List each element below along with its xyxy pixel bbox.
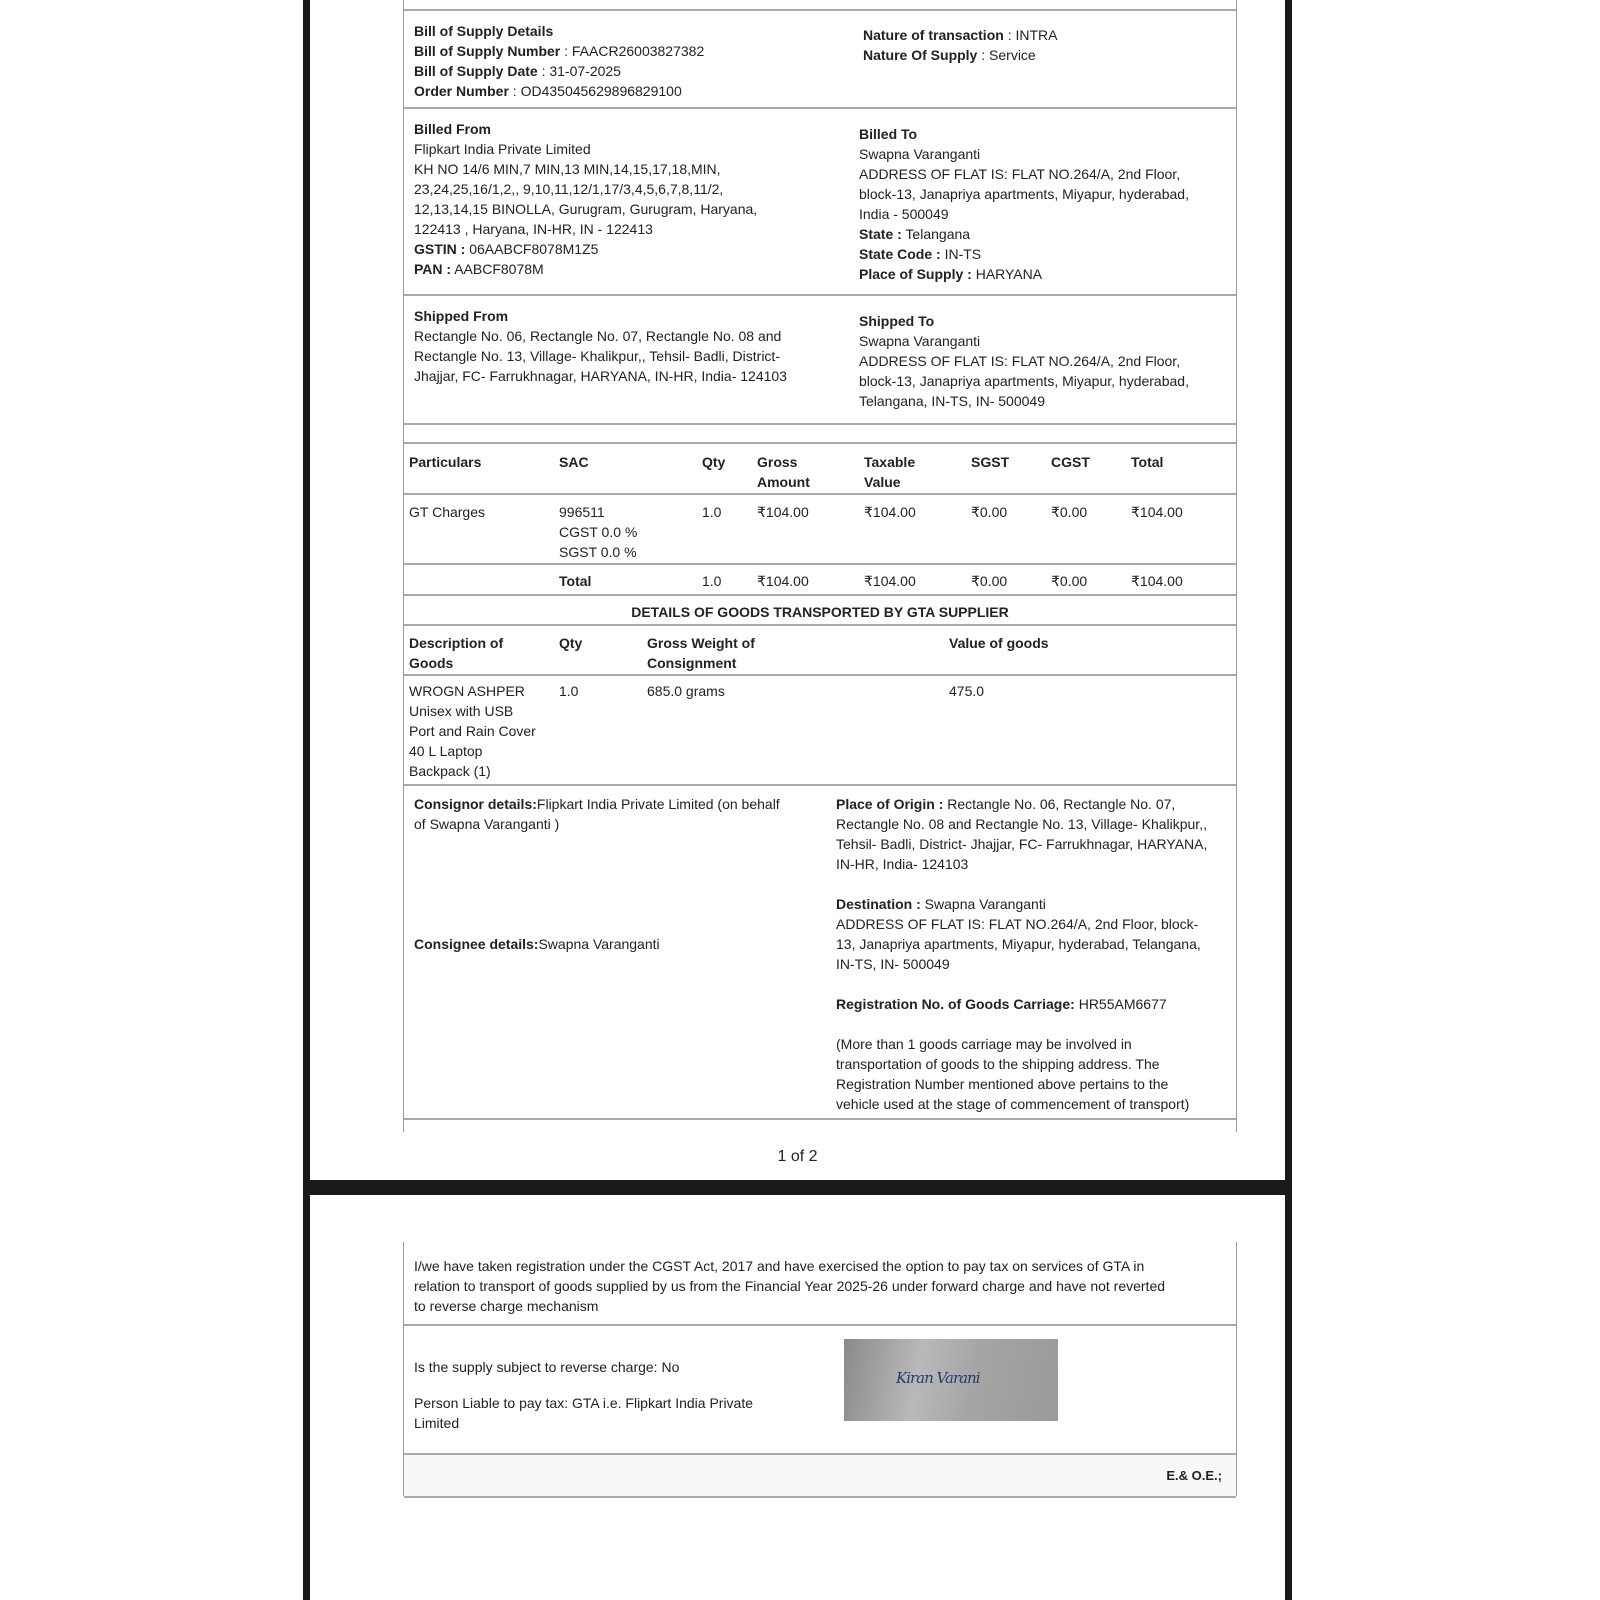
divider: [404, 1324, 1236, 1326]
bill-number-value: : FAACR26003827382: [560, 43, 705, 59]
destination-value: ADDRESS OF FLAT IS: FLAT NO.264/A, 2nd Floor, block-: [836, 916, 1199, 932]
registration-label: Registration No. of Goods Carriage:: [836, 996, 1075, 1012]
transport-note: vehicle used at the stage of commencement of transport): [836, 1096, 1190, 1112]
cell-sgst-rate: SGST 0.0 %: [559, 544, 637, 560]
origin-value: Tehsil- Badli, District- Jhajjar, FC- Farrukhnagar, HARYANA,: [836, 836, 1208, 852]
header-gross: Gross: [757, 454, 798, 470]
nature-supply-value: : Service: [977, 47, 1036, 63]
shipped-from: [414, 306, 787, 386]
shipped-to: [859, 311, 1189, 411]
shipped-from-heading: Shipped From: [414, 308, 509, 324]
goods-weight: 685.0 grams: [647, 683, 725, 699]
origin-value: IN-HR, India- 124103: [836, 856, 969, 872]
transport-note: (More than 1 goods carriage may be involved in: [836, 1036, 1132, 1052]
header-amount: Amount: [757, 474, 810, 490]
transport-note: transportation of goods to the shipping address. The: [836, 1056, 1160, 1072]
divider: [404, 423, 1236, 425]
declaration-text: I/we have taken registration under the CGST Act, 2017 and have exercised the option to pay tax on services of GTA in: [414, 1258, 1145, 1274]
total-qty: 1.0: [702, 573, 722, 589]
page-2: [310, 1195, 1285, 1600]
state-code-label: State Code :: [859, 246, 941, 262]
header-particulars: Particulars: [409, 454, 482, 470]
header-taxable: Taxable: [864, 454, 916, 470]
goods-value: 475.0: [949, 683, 985, 699]
divider: [404, 107, 1236, 109]
divider: [404, 563, 1236, 565]
consignor-value: Flipkart India Private Limited (on behalf: [536, 796, 780, 812]
declaration-text: to reverse charge mechanism: [414, 1298, 599, 1314]
order-number-value: : OD435045629896829100: [508, 83, 682, 99]
consignee-label: Consignee details:: [414, 936, 539, 952]
header-cgst: CGST: [1051, 454, 1090, 470]
divider: [404, 294, 1236, 296]
gstin-label: GSTIN :: [414, 241, 466, 257]
eoe-text: E.& O.E.;: [1166, 1468, 1222, 1483]
total-label: Total: [559, 573, 592, 589]
consignor-value: of Swapna Varanganti ): [414, 816, 560, 832]
header-description: Description of: [409, 635, 504, 651]
origin-destination: [836, 794, 1207, 1114]
destination-label: Destination :: [836, 896, 921, 912]
invoice-box: [403, 0, 1237, 1132]
total-gross: ₹104.00: [757, 573, 809, 589]
viewer-border-right: [1285, 0, 1292, 1600]
signature-image: [844, 1339, 1058, 1421]
page-1: [310, 0, 1285, 1180]
bill-date-label: Bill of Supply Date: [414, 63, 538, 79]
goods-description: Port and Rain Cover: [409, 723, 536, 739]
origin-value: Rectangle No. 06, Rectangle No. 07,: [943, 796, 1176, 812]
cell-gross: ₹104.00: [757, 504, 809, 520]
cell-qty: 1.0: [702, 504, 722, 520]
bill-number-label: Bill of Supply Number: [414, 43, 561, 59]
cell-particulars: GT Charges: [409, 504, 485, 520]
header-sac: SAC: [559, 454, 589, 470]
state-code-value: IN-TS: [940, 246, 982, 262]
gstin-value: 06AABCF8078M1Z5: [465, 241, 599, 257]
total-sgst: ₹0.00: [971, 573, 1008, 589]
header-goods-qty: Qty: [559, 635, 583, 651]
destination-value: IN-TS, IN- 500049: [836, 956, 950, 972]
page-indicator: 1 of 2: [777, 1148, 818, 1165]
bill-date-value: : 31-07-2025: [537, 63, 621, 79]
nature-transaction-value: : INTRA: [1003, 27, 1058, 43]
consignor-label: Consignor details:: [414, 796, 537, 812]
destination-value: 13, Janapriya apartments, Miyapur, hyderabad, Telangana,: [836, 936, 1201, 952]
header-value-of-goods: Value of goods: [949, 635, 1049, 651]
divider: [404, 9, 1236, 11]
place-of-supply-value: HARYANA: [971, 266, 1043, 282]
reverse-charge-text: Is the supply subject to reverse charge: No: [414, 1359, 680, 1375]
billed-from-address: 12,13,14,15 BINOLLA, Gurugram, Gurugram, Haryana,: [414, 201, 758, 217]
shipped-to-address: ADDRESS OF FLAT IS: FLAT NO.264/A, 2nd Floor,: [859, 353, 1181, 369]
transport-note: Registration Number mentioned above pertains to the: [836, 1076, 1169, 1092]
shipped-from-address: Rectangle No. 06, Rectangle No. 07, Rectangle No. 08 and: [414, 328, 782, 344]
shipped-from-address: Rectangle No. 13, Village- Khalikpur,, Tehsil- Badli, District-: [414, 348, 780, 364]
billed-to-address: India - 500049: [859, 206, 949, 222]
header-consignment: Consignment: [647, 655, 737, 671]
billed-from-name: Flipkart India Private Limited: [414, 141, 591, 157]
billed-from-address: KH NO 14/6 MIN,7 MIN,13 MIN,14,15,17,18,MIN,: [414, 161, 721, 177]
total-amount: ₹104.00: [1131, 573, 1183, 589]
state-label: State :: [859, 226, 902, 242]
cell-total: ₹104.00: [1131, 504, 1183, 520]
origin-label: Place of Origin :: [836, 796, 944, 812]
header-goods: Goods: [409, 655, 454, 671]
cell-taxable: ₹104.00: [864, 504, 916, 520]
liable-text: Limited: [414, 1415, 460, 1431]
consignor-details: [414, 794, 814, 834]
goods-description: Backpack (1): [409, 763, 491, 779]
goods-description: WROGN ASHPER: [409, 683, 525, 699]
place-of-supply-label: Place of Supply :: [859, 266, 972, 282]
cell-cgst: ₹0.00: [1051, 504, 1088, 520]
signature-scribble: Kiran Varani: [896, 1369, 980, 1387]
pan-label: PAN :: [414, 261, 452, 277]
registration-value: HR55AM6677: [1074, 996, 1167, 1012]
divider: [404, 442, 1236, 444]
shipped-to-address: block-13, Janapriya apartments, Miyapur, hyderabad,: [859, 373, 1189, 389]
declaration-text: relation to transport of goods supplied by us from the Financial Year 2025-26 under forward charge and have not reverted: [414, 1278, 1166, 1294]
liable-text: Person Liable to pay tax: GTA i.e. Flipkart India Private: [414, 1395, 754, 1411]
total-taxable: ₹104.00: [864, 573, 916, 589]
billed-to: [859, 124, 1189, 284]
shipped-to-name: Swapna Varanganti: [859, 333, 981, 349]
billed-from-heading: Billed From: [414, 121, 492, 137]
billed-from: [414, 119, 757, 279]
cell-sgst: ₹0.00: [971, 504, 1008, 520]
goods-section-title: DETAILS OF GOODS TRANSPORTED BY GTA SUPPLIER: [631, 604, 1009, 620]
state-value: Telangana: [901, 226, 971, 242]
nature-transaction-label: Nature of transaction: [863, 27, 1004, 43]
billed-from-address: 23,24,25,16/1,2,, 9,10,11,12/1,17/3,4,5,6,7,8,11/2,: [414, 181, 724, 197]
shipped-to-heading: Shipped To: [859, 313, 935, 329]
viewer-border-left: [303, 0, 310, 1600]
divider: [404, 784, 1236, 786]
bill-details-heading: Bill of Supply Details: [414, 23, 554, 39]
billed-to-address: ADDRESS OF FLAT IS: FLAT NO.264/A, 2nd Floor,: [859, 166, 1181, 182]
billed-to-name: Swapna Varanganti: [859, 146, 981, 162]
order-number-label: Order Number: [414, 83, 509, 99]
header-gross-amount: [757, 452, 810, 492]
divider: [404, 674, 1236, 676]
goods-description: Unisex with USB: [409, 703, 514, 719]
header-taxable-value: [864, 452, 915, 492]
page-separator: [303, 1180, 1292, 1195]
origin-value: Rectangle No. 08 and Rectangle No. 13, Village- Khalikpur,,: [836, 816, 1207, 832]
divider: [404, 624, 1236, 626]
goods-description: 40 L Laptop: [409, 743, 483, 759]
nature-supply-label: Nature Of Supply: [863, 47, 978, 63]
divider: [404, 493, 1236, 495]
header-qty: Qty: [702, 454, 726, 470]
shipped-to-address: Telangana, IN-TS, IN- 500049: [859, 393, 1045, 409]
header-sgst: SGST: [971, 454, 1010, 470]
shipped-from-address: Jhajjar, FC- Farrukhnagar, HARYANA, IN-HR, India- 124103: [414, 368, 787, 384]
header-total: Total: [1131, 454, 1164, 470]
consignee-value: Swapna Varanganti: [538, 936, 660, 952]
billed-to-address: block-13, Janapriya apartments, Miyapur, hyderabad,: [859, 186, 1189, 202]
invoice-box-page-2: [403, 1242, 1237, 1496]
total-cgst: ₹0.00: [1051, 573, 1088, 589]
billed-to-heading: Billed To: [859, 126, 918, 142]
footer-row: [404, 1455, 1236, 1498]
destination-value: Swapna Varanganti: [920, 896, 1046, 912]
billed-from-address: 122413 , Haryana, IN-HR, IN - 122413: [414, 221, 653, 237]
divider: [404, 594, 1236, 596]
pan-value: AABCF8078M: [451, 261, 544, 277]
cell-cgst-rate: CGST 0.0 %: [559, 524, 638, 540]
cell-sac: 996511: [559, 504, 605, 520]
divider: [404, 1118, 1236, 1120]
consignee-details: [414, 934, 660, 954]
header-value: Value: [864, 474, 901, 490]
header-gross-weight: Gross Weight of: [647, 635, 755, 651]
goods-qty: 1.0: [559, 683, 579, 699]
